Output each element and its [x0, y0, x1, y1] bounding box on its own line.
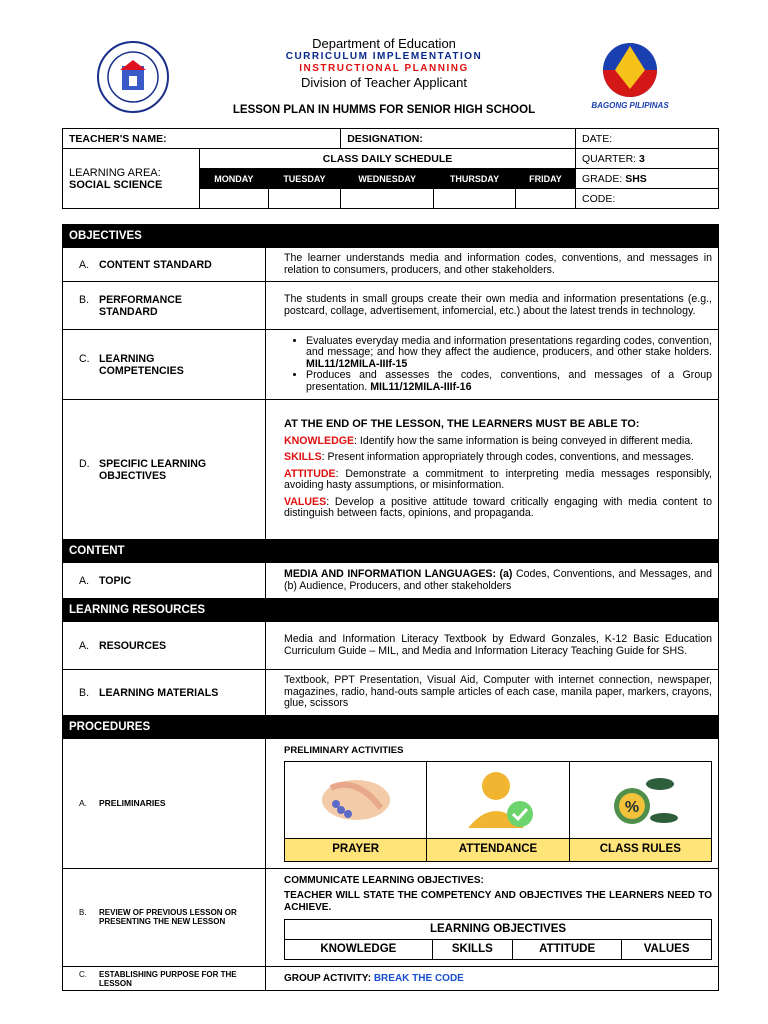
break-the-code-link: BREAK THE CODE	[373, 972, 464, 984]
day-tuesday: TUESDAY	[268, 169, 341, 189]
schedule-slot	[341, 189, 434, 209]
designation-label: DESIGNATION:	[341, 129, 576, 149]
learning-materials-text: Textbook, PPT Presentation, Visual Aid, Computer with internet connection, newspaper, magazines, radio, hand-outs sample articles of each case, manila paper, markers, crayons, glue, scissors	[266, 670, 719, 716]
lo-skills: SKILLS	[432, 940, 512, 960]
values-objective: VALUES: Develop a positive attitude toward critically engaging with media content to distinguish between facts, opinions, and propaganda.	[284, 495, 712, 520]
dept-name: Department of Education	[312, 36, 456, 51]
header-line-4: Division of Teacher Applicant	[301, 75, 467, 90]
info-table	[62, 128, 719, 209]
lo-title: LEARNING OBJECTIVES	[285, 920, 712, 940]
svg-text:%: %	[625, 798, 640, 816]
prayer-image	[285, 761, 427, 838]
teacher-statement: TEACHER WILL STATE THE COMPETENCY AND OBJECTIVES THE LEARNERS NEED TO ACHIEVE.	[284, 890, 712, 913]
lo-attitude: ATTITUDE	[512, 940, 621, 960]
learning-objectives-table	[284, 919, 712, 960]
page-title: LESSON PLAN IN HUMMS FOR SENIOR HIGH SCHOOL	[232, 104, 536, 116]
section-procedures: PROCEDURES	[63, 716, 719, 739]
content-standard-label: A. CONTENT STANDARD	[63, 248, 266, 282]
quarter-cell: QUARTER: 3	[576, 149, 719, 169]
lo-knowledge: KNOWLEDGE	[285, 940, 433, 960]
content-standard-text: The learner understands media and information codes, conventions, and messages in relation to consumers, producers, and other stakeholders.	[266, 248, 719, 282]
competency-item: • Produces and assesses the codes, conventions, and messages of a Group presentation. MIL11/12MILA-IIIf-16	[306, 370, 712, 393]
objectives-heading: AT THE END OF THE LESSON, THE LEARNERS MUST BE ABLE TO:	[284, 418, 640, 431]
communicate-heading: COMMUNICATE LEARNING OBJECTIVES:	[284, 874, 484, 886]
schedule-label: CLASS DAILY SCHEDULE	[200, 149, 576, 169]
section-learning-resources: LEARNING RESOURCES	[63, 599, 719, 622]
teacher-name-label: TEACHER'S NAME:	[63, 129, 341, 149]
specific-objectives-label: D. SPECIFIC LEARNING OBJECTIVES	[63, 400, 266, 540]
bagong-pilipinas-text: BAGONG PILIPINAS	[591, 101, 669, 110]
review-cell	[266, 868, 719, 967]
schedule-slot	[268, 189, 341, 209]
learning-competencies-label: C. LEARNING COMPETENCIES	[63, 330, 266, 400]
topic-text: MEDIA AND INFORMATION LANGUAGES: (a) Codes, Conventions, and Messages, and (b) Audience, Producers, and other stakeholders	[266, 563, 719, 599]
purpose-label: C. ESTABLISHING PURPOSE FOR THE LESSON	[63, 967, 266, 991]
purpose-cell: GROUP ACTIVITY: BREAK THE CODE	[266, 967, 719, 991]
header-line-3: INSTRUCTIONAL PLANNING	[299, 63, 469, 74]
preliminaries-label: A. PRELIMINARIES	[63, 739, 266, 869]
knowledge-objective: KNOWLEDGE: Identify how the same information is being conveyed in different media.	[284, 434, 694, 447]
code-label: CODE:	[576, 189, 719, 209]
day-monday: MONDAY	[200, 169, 269, 189]
schedule-slot	[515, 189, 575, 209]
activity-class-rules: CLASS RULES	[569, 838, 711, 861]
praying-hands-icon	[296, 768, 416, 828]
user-check-icon	[438, 766, 558, 830]
resources-label: A. RESOURCES	[63, 622, 266, 670]
activity-prayer: PRAYER	[285, 838, 427, 861]
activity-attendance: ATTENDANCE	[427, 838, 569, 861]
grade-value: SHS	[625, 172, 647, 185]
date-label: DATE:	[576, 129, 719, 149]
resources-text: Media and Information Literacy Textbook by Edward Gonzales, K-12 Basic Education Curriculum Guide – MIL, and Media and Information Literacy Teaching Guide for SHS.	[266, 622, 719, 670]
learning-area-value: SOCIAL SCIENCE	[69, 178, 163, 191]
performance-standard-label: B. PERFORMANCE STANDARD	[63, 282, 266, 330]
schedule-slot	[200, 189, 269, 209]
class-rules-image	[569, 761, 711, 838]
preliminary-heading: PRELIMINARY ACTIVITIES	[284, 745, 404, 756]
topic-label: A. TOPIC	[63, 563, 266, 599]
skills-objective: SKILLS: Present information appropriately through codes, conventions, and messages.	[284, 451, 694, 464]
specific-objectives-text	[266, 400, 719, 540]
preliminary-activities	[284, 761, 712, 862]
lo-values: VALUES	[622, 940, 712, 960]
section-content: CONTENT	[63, 540, 719, 563]
attitude-objective: ATTITUDE: Demonstrate a commitment to interpreting media messages responsibly, avoiding hasty assumptions, or misinformation.	[284, 467, 712, 492]
day-wednesday: WEDNESDAY	[341, 169, 434, 189]
day-friday: FRIDAY	[515, 169, 575, 189]
learning-area-cell	[63, 149, 200, 209]
performance-standard-text: The students in small groups create their own media and information presentations (e.g., postcard, collage, advertisement, infomercial, etc.) about the latest trends in technology.	[266, 282, 719, 330]
bagong-pilipinas-logo	[575, 34, 685, 114]
preliminaries-cell	[266, 739, 719, 869]
day-thursday: THURSDAY	[434, 169, 516, 189]
review-label: B. REVIEW OF PREVIOUS LESSON OR PRESENTING THE NEW LESSON	[63, 868, 266, 967]
schedule-slot	[434, 189, 516, 209]
competency-item: • Evaluates everyday media and information presentations regarding codes, convention, and message; and how they affect the audience, producers, and other stake holders. MIL11/12MILA-IIIf-15	[306, 336, 712, 371]
attendance-image	[427, 761, 569, 838]
grade-cell: GRADE: SHS	[576, 169, 719, 189]
learning-competencies-list	[266, 330, 719, 400]
learning-materials-label: B. LEARNING MATERIALS	[63, 670, 266, 716]
lesson-plan-table	[62, 224, 719, 991]
section-objectives: OBJECTIVES	[63, 225, 719, 248]
header-line-2: CURRICULUM IMPLEMENTATION	[285, 51, 483, 62]
percent-coins-icon	[580, 766, 700, 830]
learning-area-label: LEARNING AREA:	[69, 166, 161, 179]
quarter-value: 3	[639, 152, 645, 165]
